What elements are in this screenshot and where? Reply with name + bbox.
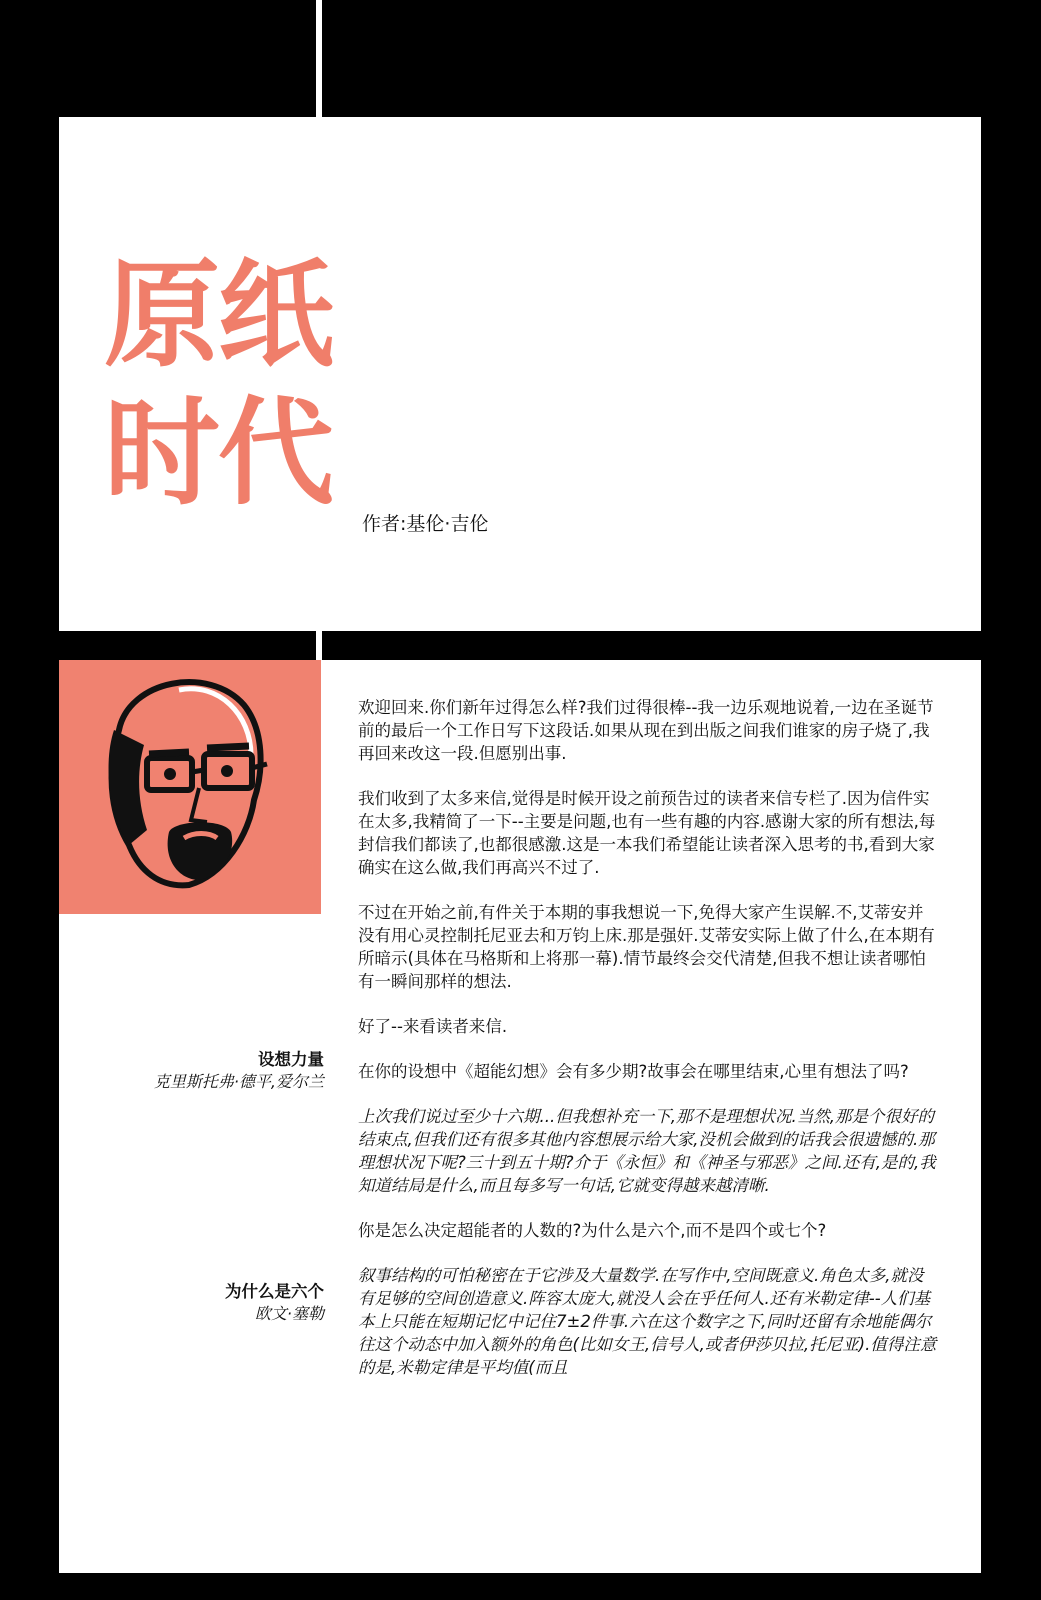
panel-gutter-top: [316, 0, 322, 117]
intro-paragraph-2: 我们收到了太多来信,觉得是时候开设之前预告过的读者来信专栏了.因为信件实在太多,我精简了一下--主要是问题,也有一些有趣的内容.感谢大家的所有想法,每封信我们都读了,也都很感激.这是一本我们希望能让读者深入思考的书,看到大家确实在这么做,我们再高兴不过了.: [358, 789, 936, 877]
column-body: [358, 696, 938, 1401]
column-title: [104, 247, 332, 523]
title-line-1: 原纸: [104, 248, 332, 383]
letter-1-answer: 上次我们说过至少十六期...但我想补充一下,那不是理想状况.当然,那是个很好的结束点,但我们还有很多其他内容想展示给大家,没机会做到的话我会很遗憾的.那理想状况下呢?三十到五十期?介于《永恒》和《神圣与邪恶》之间.还有,是的,我知道结局是什么,而且每多写一句话,它就变得越来越清晰.: [358, 1107, 936, 1195]
letter-2-sender: 欧文·塞勒: [254, 1304, 324, 1323]
intro-paragraph-4: 好了--来看读者来信.: [358, 1017, 508, 1036]
letter-2-question: 你是怎么决定超能者的人数的?为什么是六个,而不是四个或七个?: [358, 1221, 827, 1240]
intro-paragraph-1: 欢迎回来.你们新年过得怎么样?我们过得很棒--我一边乐观地说着,一边在圣诞节前的最后一个工作日写下这段话.如果从现在到出版之间我们谁家的房子烧了,我再回来改这一段.但愿别出事.: [358, 698, 934, 763]
intro-paragraph-3: 不过在开始之前,有件关于本期的事我想说一下,免得大家产生误解.不,艾蒂安并没有用心灵控制托尼亚去和万钧上床.那是强奸.艾蒂安实际上做了什么,在本期有所暗示(具体在马格斯和上将那一幕).情节最终会交代清楚,但我不想让读者哪怕有一瞬间那样的想法.: [358, 903, 935, 991]
author-byline: 作者:基伦·吉伦: [362, 513, 489, 535]
letter-1-sender: 克里斯托弗·德平,爱尔兰: [153, 1072, 324, 1091]
letter-1-question: 在你的设想中《超能幻想》会有多少期?故事会在哪里结束,心里有想法了吗?: [358, 1062, 909, 1081]
letter-1-title: 设想力量: [258, 1050, 324, 1069]
letter-2-label: [84, 1280, 324, 1325]
content-panel: [59, 660, 981, 1573]
panel-gutter-middle: [316, 631, 322, 660]
title-panel: [59, 117, 981, 631]
author-portrait: [59, 660, 321, 914]
letter-2-title: 为什么是六个: [225, 1282, 324, 1301]
letter-2-answer: 叙事结构的可怕秘密在于它涉及大量数学.在写作中,空间既意义.角色太多,就没有足够的空间创造意义.阵容太庞大,就没人会在乎任何人.还有米勒定律--人们基本上只能在短期记忆中记住7±2件事.六在这个数字之下,同时还留有余地能偶尔往这个动态中加入额外的角色(比如女王,信号人,或者伊莎贝拉,托尼亚).值得注意的是,米勒定律是平均值(而且: [358, 1266, 937, 1377]
letter-1-label: [84, 1048, 324, 1093]
bearded-man-with-glasses-icon: [59, 660, 321, 914]
title-line-2: 时代: [104, 386, 332, 521]
